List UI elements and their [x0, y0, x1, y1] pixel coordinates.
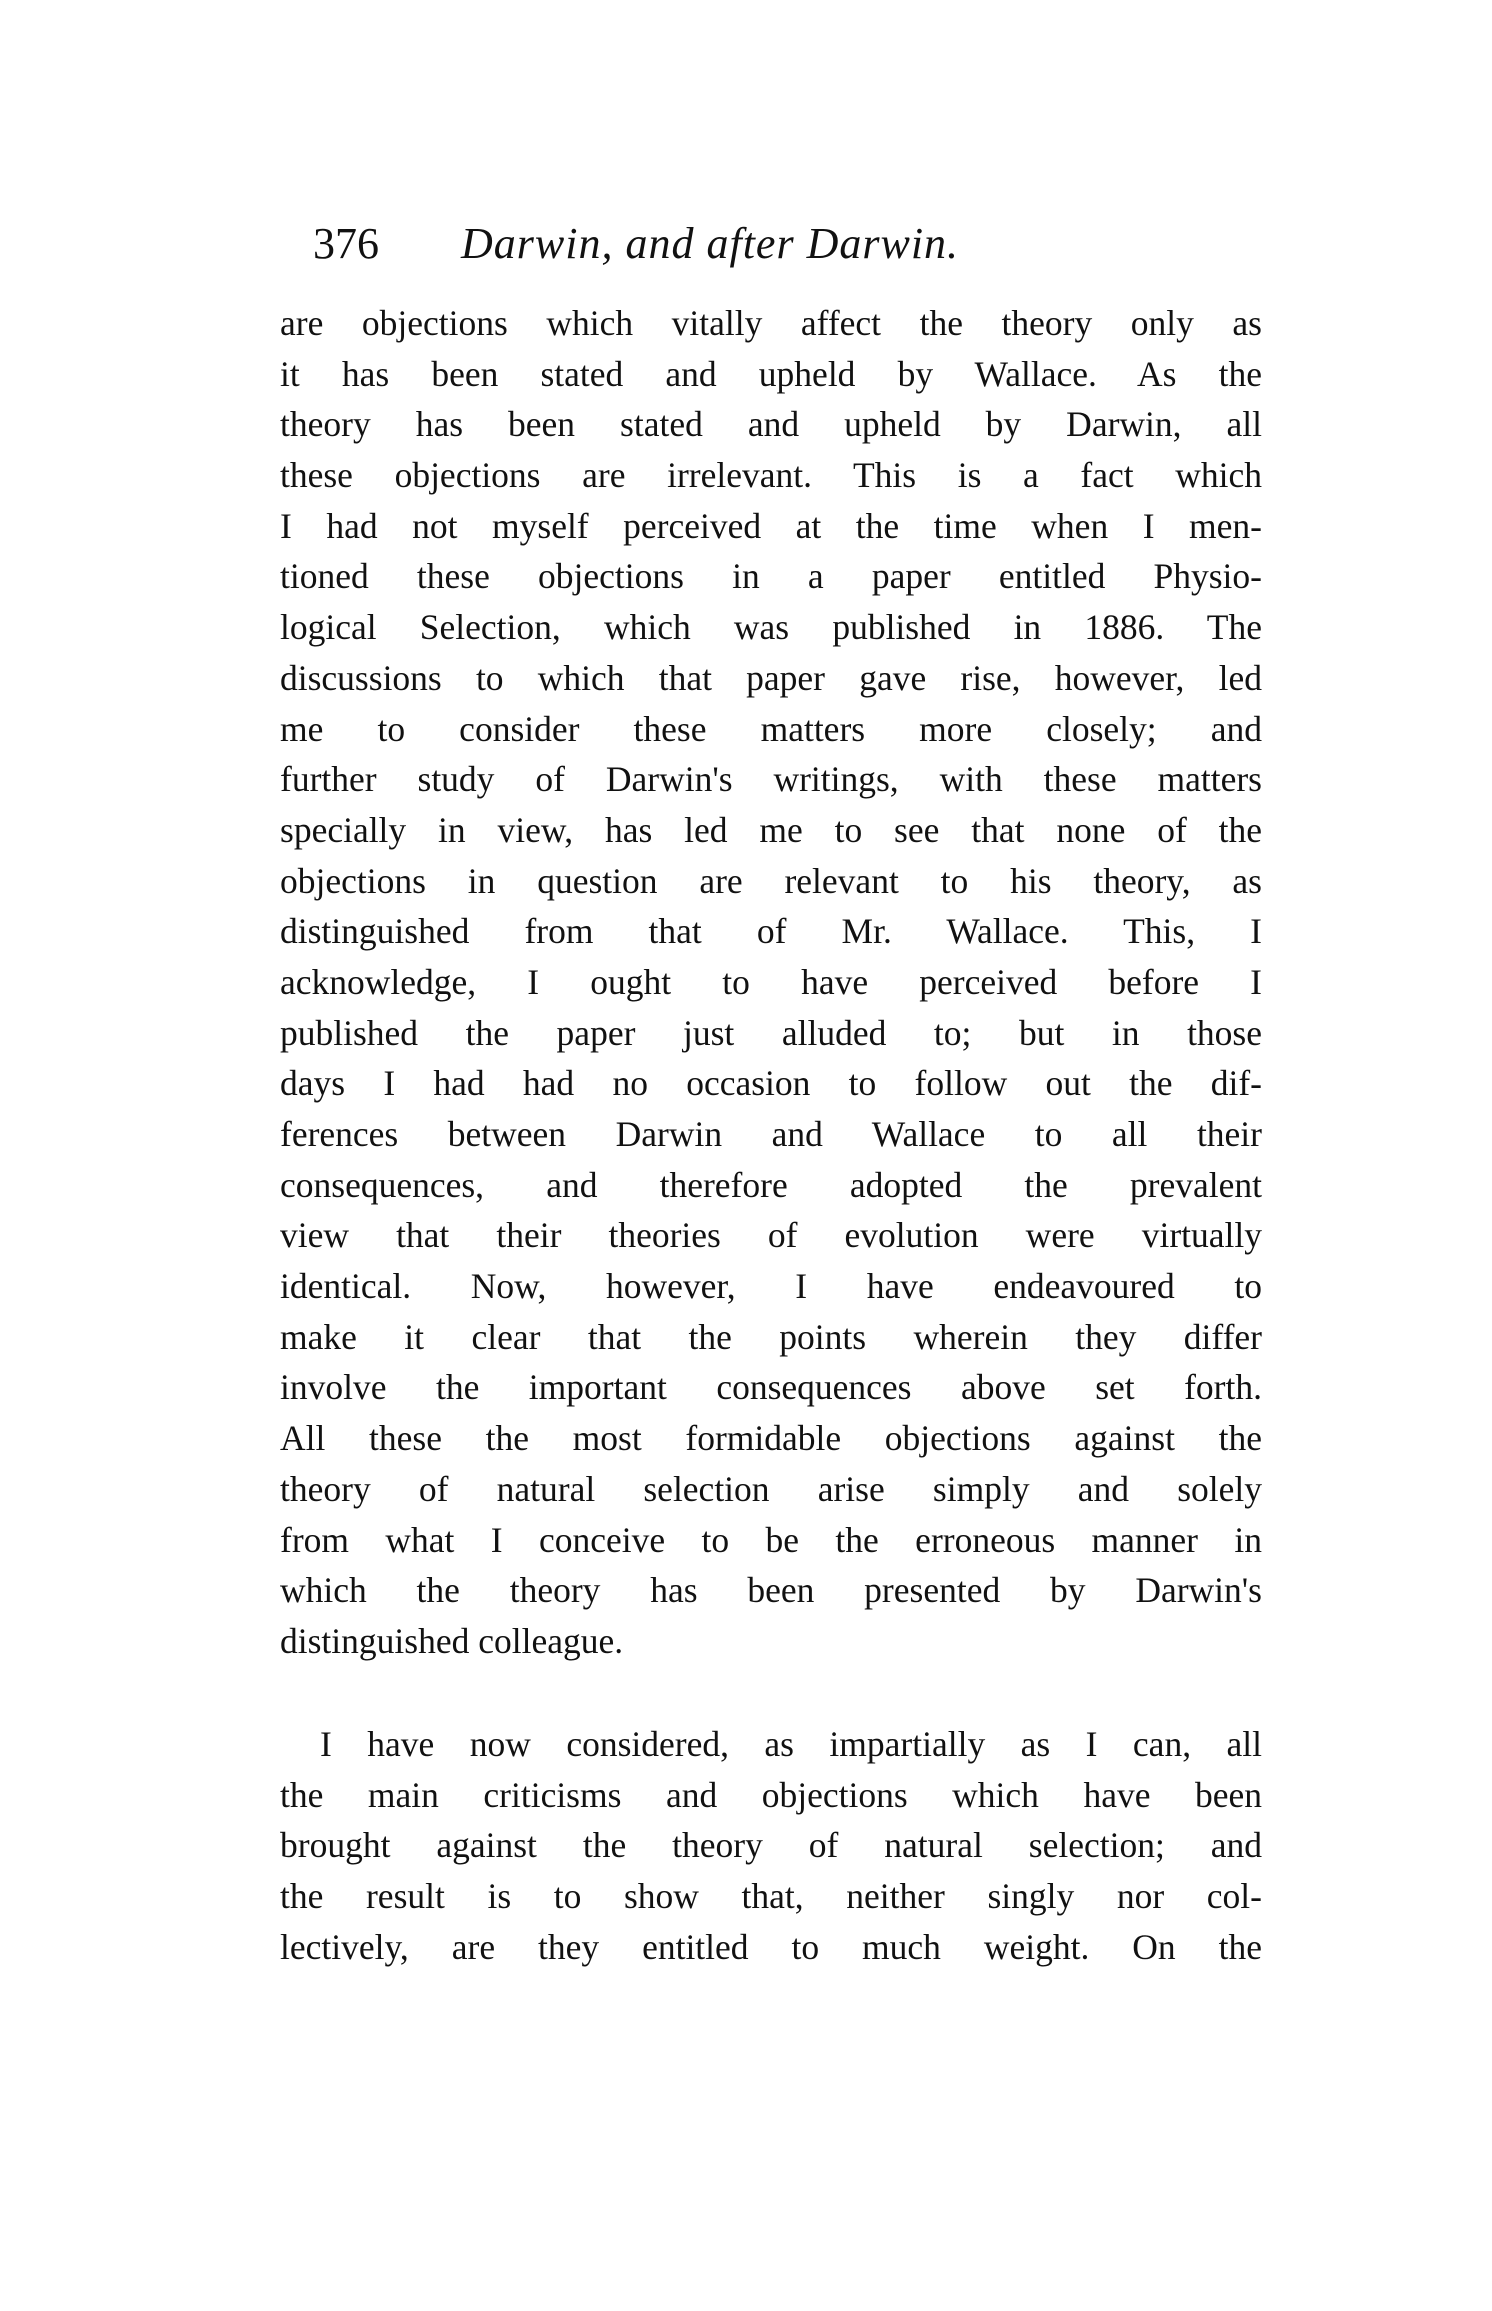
text-line: which the theory has been presented by Darwin's — [280, 1570, 1262, 1611]
text-line: objections in question are relevant to his theory, as — [280, 860, 1262, 901]
text-line: distinguished from that of Mr. Wallace. This, I — [280, 911, 1262, 952]
text-line: I had not myself perceived at the time when I men- — [280, 505, 1262, 546]
text-line: lectively, are they entitled to much weight. On the — [280, 1926, 1262, 1967]
text-line: days I had had no occasion to follow out the dif- — [280, 1063, 1262, 1104]
text-line: brought against the theory of natural selection; and — [280, 1825, 1262, 1866]
text-line: further study of Darwin's writings, with these matters — [280, 759, 1262, 800]
text-line: logical Selection, which was published in 1886. The — [280, 607, 1262, 648]
running-header — [313, 218, 1233, 278]
text-line: involve the important consequences above set forth. — [280, 1367, 1262, 1408]
text-line: theory has been stated and upheld by Darwin, all — [280, 404, 1262, 445]
text-line: it has been stated and upheld by Wallace. As the — [280, 353, 1262, 394]
text-line: I have now considered, as impartially as I can, all — [320, 1724, 1262, 1764]
text-line: ferences between Darwin and Wallace to all their — [280, 1114, 1262, 1154]
text-line: these objections are irrelevant. This is a fact which — [280, 455, 1262, 496]
text-line: make it clear that the points wherein they differ — [280, 1316, 1262, 1357]
text-line: from what I conceive to be the erroneous manner in — [280, 1519, 1262, 1560]
text-line: discussions to which that paper gave rise, however, led — [280, 657, 1262, 698]
text-line: published the paper just alluded to; but in those — [280, 1012, 1262, 1053]
text-line: specially in view, has led me to see that none of the — [280, 809, 1262, 850]
text-line: the main criticisms and objections which have been — [280, 1774, 1262, 1815]
text-line: acknowledge, I ought to have perceived before I — [280, 961, 1262, 1002]
text-line: distinguished colleague. — [280, 1620, 624, 1661]
running-title: Darwin, and after Darwin. — [461, 219, 960, 268]
paragraph-2 — [280, 1719, 1262, 1972]
text-line: All these the most formidable objections against the — [280, 1418, 1262, 1459]
text-line: theory of natural selection arise simply and solely — [280, 1468, 1262, 1509]
text-line: identical. Now, however, I have endeavoured to — [280, 1266, 1262, 1307]
text-line: view that their theories of evolution were virtually — [280, 1215, 1262, 1256]
page-number: 376 — [313, 219, 379, 268]
text-line: the result is to show that, neither singly nor col- — [280, 1876, 1262, 1917]
text-line: consequences, and therefore adopted the prevalent — [280, 1164, 1262, 1205]
text-line: are objections which vitally affect the theory only as — [280, 303, 1262, 343]
text-line: tioned these objections in a paper entitled Physio- — [280, 556, 1262, 597]
text-line: me to consider these matters more closely; and — [280, 708, 1262, 749]
paragraph-1 — [280, 298, 1262, 1667]
